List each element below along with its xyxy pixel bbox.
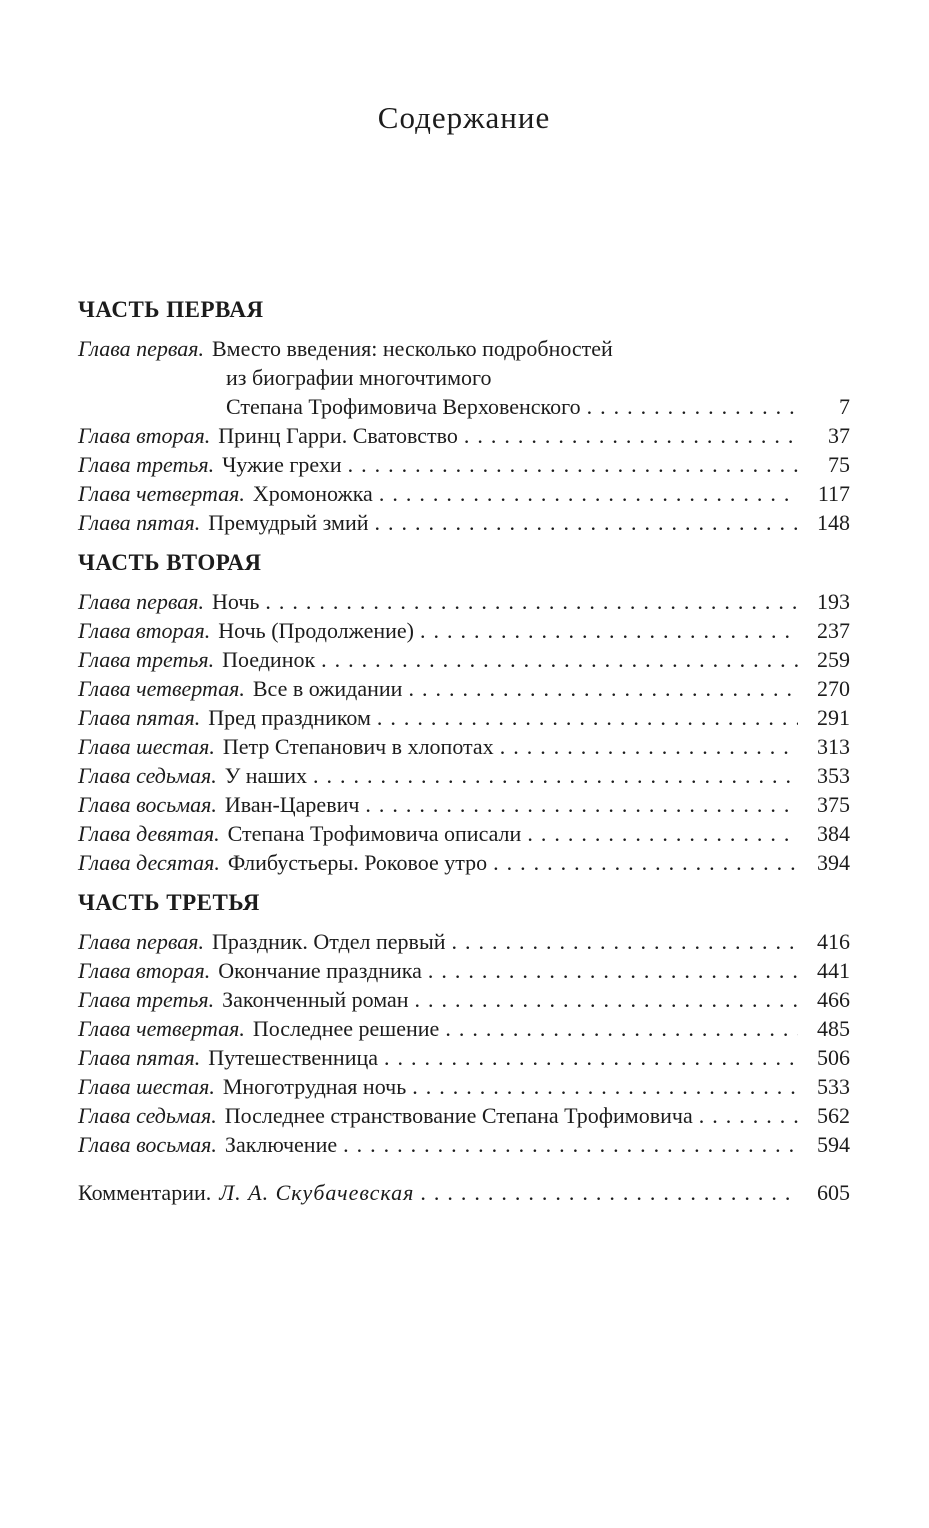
toc-entry-line [78,819,850,848]
toc-entry-line [78,645,850,674]
dot-leader [428,956,798,985]
dot-leader [384,1043,798,1072]
page-number: 353 [817,763,850,788]
chapter-label: Глава седьмая. [78,763,217,788]
page-number: 259 [817,647,850,672]
toc-entry [78,1130,850,1159]
page-number: 605 [817,1180,850,1205]
chapter-label: Глава третья. [78,647,215,672]
toc-entry-line [78,1101,850,1130]
chapter-title: Последнее странствование Степана Трофимовича [224,1103,693,1128]
chapter-title: из биографии многочтимого [226,365,492,390]
chapter-label: Глава четвертая. [78,481,245,506]
page-number: 37 [828,423,850,448]
chapter-label: Глава первая. [78,336,204,361]
toc-entry-line [78,450,850,479]
page-number: 384 [817,821,850,846]
page-number: 441 [817,958,850,983]
chapter-label: Глава третья. [78,987,215,1012]
page-number: 375 [817,792,850,817]
dot-leader [527,819,798,848]
chapter-title: Вместо введения: несколько подробностей [212,336,613,361]
toc-entry-line [78,363,850,392]
page-number: 313 [817,734,850,759]
table-of-contents [78,296,850,1159]
part-heading: ЧАСТЬ ТРЕТЬЯ [78,890,260,915]
toc-entry [78,674,850,703]
chapter-title: Петр Степанович в хлопотах [222,734,494,759]
chapter-label: Глава третья. [78,452,215,477]
chapter-label: Глава четвертая. [78,1016,245,1041]
dot-leader [379,479,798,508]
toc-entry [78,956,850,985]
chapter-label: Глава вторая. [78,958,211,983]
page-number: 416 [817,929,850,954]
chapter-label: Глава пятая. [78,510,201,535]
toc-entry [78,732,850,761]
chapter-label: Глава пятая. [78,1045,201,1070]
toc-entry-line [78,1130,850,1159]
toc-entry [78,927,850,956]
page-number: 485 [817,1016,850,1041]
page-number: 75 [828,452,850,477]
chapter-title: Поединок [222,647,316,672]
comments-author: Л. А. Скубачевская [219,1180,415,1205]
chapter-title: Законченный роман [222,987,409,1012]
toc-entry-line [78,761,850,790]
page-number: 270 [817,676,850,701]
chapter-title: Принц Гарри. Сватовство [218,423,458,448]
dot-leader [420,1178,798,1207]
dot-leader [408,674,798,703]
toc-entry-line [78,732,850,761]
chapter-title: Окончание праздника [218,958,422,983]
dot-leader [420,616,798,645]
toc-entry [78,1014,850,1043]
toc-entry-line [78,1014,850,1043]
toc-entry-line [78,334,850,363]
toc-entry [78,985,850,1014]
toc-entry-line [78,674,850,703]
toc-entry [78,703,850,732]
toc-entry [78,450,850,479]
dot-leader [699,1101,798,1130]
chapter-label: Глава девятая. [78,821,220,846]
toc-entry [78,761,850,790]
toc-entry [78,1072,850,1101]
toc-entry [78,848,850,877]
dot-leader [321,645,798,674]
chapter-label: Глава первая. [78,589,204,614]
chapter-label: Глава восьмая. [78,792,217,817]
toc-entry-line [78,1043,850,1072]
chapter-title: Заключение [224,1132,338,1157]
dot-leader [377,703,798,732]
toc-entry-line [78,508,850,537]
toc-entry [78,1101,850,1130]
chapter-label: Глава восьмая. [78,1132,217,1157]
part-heading: ЧАСТЬ ПЕРВАЯ [78,297,264,322]
toc-entry [78,1043,850,1072]
dot-leader [365,790,798,819]
chapter-title: Путешественница [208,1045,378,1070]
toc-entry-line [78,848,850,877]
dot-leader [452,927,798,956]
page-number: 193 [817,589,850,614]
chapter-title: Степана Трофимовича Верховенского [226,394,581,419]
toc-entry [78,587,850,616]
chapter-title: Чужие грехи [222,452,342,477]
chapter-title: Ночь [212,589,260,614]
dot-leader [265,587,798,616]
chapter-title: Хромоножка [252,481,373,506]
toc-entry [78,790,850,819]
page-number: 533 [817,1074,850,1099]
comments-label: Комментарии. [78,1180,212,1205]
dot-leader [343,1130,798,1159]
chapter-label: Глава пятая. [78,705,201,730]
toc-entry-line [78,985,850,1014]
chapter-label: Глава десятая. [78,850,220,875]
toc-entry [78,645,850,674]
chapter-title: Ночь (Продолжение) [218,618,414,643]
toc-entry [78,616,850,645]
chapter-title: Иван-Царевич [224,792,360,817]
page-number: 506 [817,1045,850,1070]
toc-entry-line [78,790,850,819]
dot-leader [587,392,798,421]
dot-leader [415,985,798,1014]
toc-entry-line [78,392,850,421]
chapter-label: Глава шестая. [78,1074,215,1099]
page-number: 237 [817,618,850,643]
page-number: 466 [817,987,850,1012]
dot-leader [313,761,798,790]
toc-entry-comments [78,1178,850,1207]
dot-leader [445,1014,798,1043]
page-number: 562 [817,1103,850,1128]
chapter-label: Глава вторая. [78,423,211,448]
page-number: 394 [817,850,850,875]
toc-entry [78,508,850,537]
toc-entry-line [78,1072,850,1101]
page-number: 117 [817,481,850,506]
page-number: 7 [839,394,850,419]
toc-entry [78,421,850,450]
chapter-title: Праздник. Отдел первый [212,929,446,954]
toc-entry-line [78,616,850,645]
dot-leader [412,1072,798,1101]
chapter-label: Глава первая. [78,929,204,954]
toc-entry [78,819,850,848]
dot-leader [464,421,798,450]
page-number: 148 [817,510,850,535]
dot-leader [500,732,798,761]
toc-entry-line [78,703,850,732]
toc-entry [78,479,850,508]
chapter-title: У наших [224,763,308,788]
chapter-title: Флибустьеры. Роковое утро [227,850,488,875]
chapter-title: Все в ожидании [252,676,403,701]
toc-entry-line [78,421,850,450]
chapter-label: Глава вторая. [78,618,211,643]
chapter-label: Глава четвертая. [78,676,245,701]
page-number: 594 [817,1132,850,1157]
page-title: Содержание [377,100,551,135]
chapter-label: Глава шестая. [78,734,215,759]
chapter-title: Степана Трофимовича описали [227,821,522,846]
toc-entry-line [78,479,850,508]
toc-entry-line [78,956,850,985]
dot-leader [348,450,798,479]
chapter-label: Глава седьмая. [78,1103,217,1128]
toc-entry [78,334,850,421]
toc-entry-line [78,587,850,616]
chapter-title: Премудрый змий [208,510,369,535]
toc-entry-line [78,927,850,956]
page-number: 291 [817,705,850,730]
chapter-title: Пред праздником [208,705,371,730]
part-heading: ЧАСТЬ ВТОРАЯ [78,550,262,575]
dot-leader [493,848,798,877]
chapter-title: Последнее решение [252,1016,440,1041]
chapter-title: Многотрудная ночь [222,1074,407,1099]
dot-leader [375,508,798,537]
